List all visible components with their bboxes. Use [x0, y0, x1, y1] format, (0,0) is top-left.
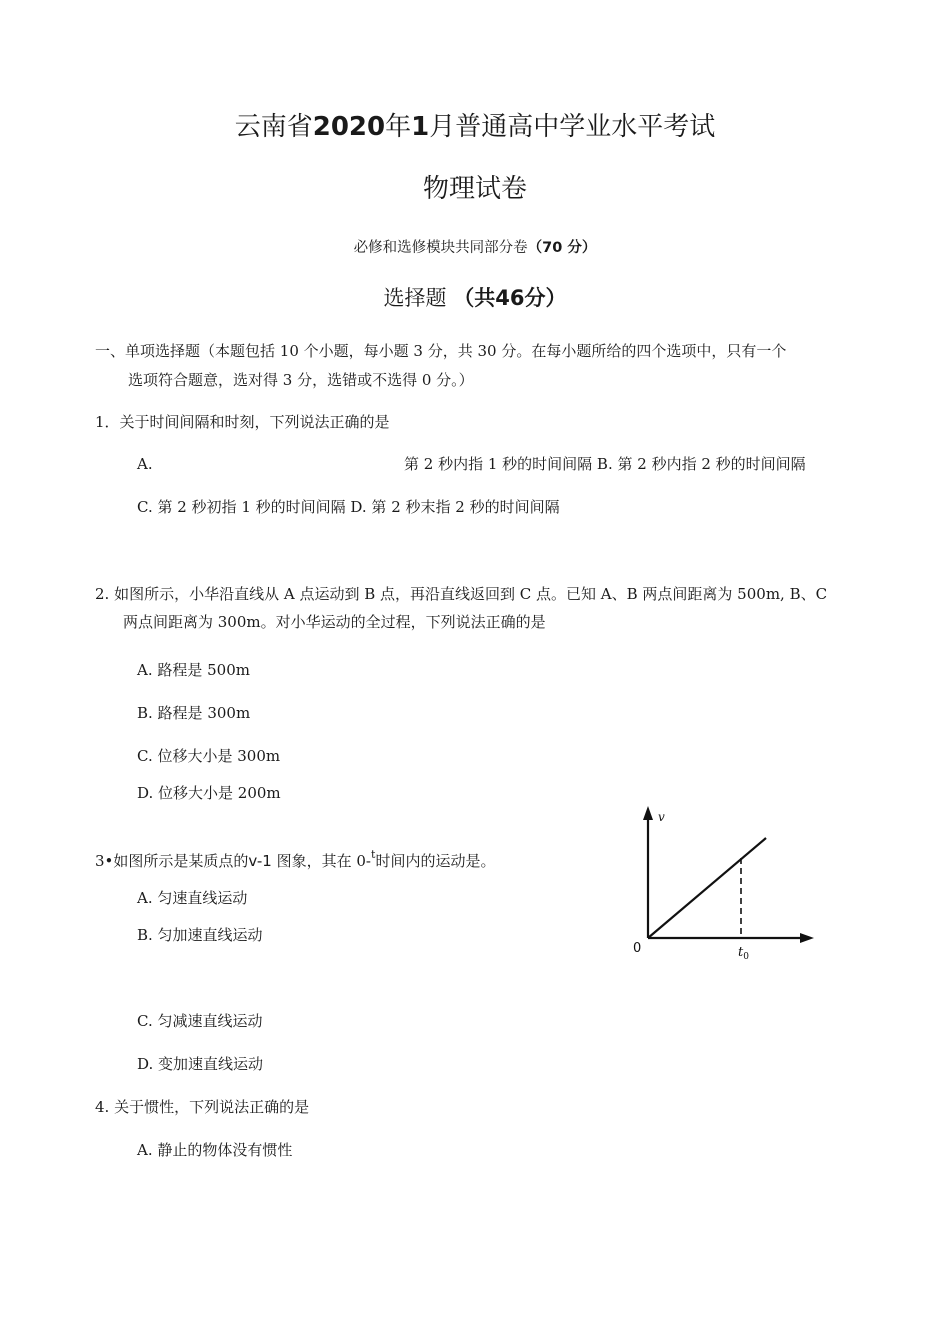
- question-4-option: A. 静止的物体没有惯性: [137, 1141, 293, 1159]
- t-axis-arrow: [800, 933, 814, 943]
- instructions-line-1: 一、单项选择题（本题包括 10 个小题，每小题 3 分，共 30 分。在每小题所给的四个选项中，只有一个: [95, 342, 787, 360]
- question-1-options-ab: 第 2 秒内指 1 秒的时间间隔 B. 第 2 秒内指 2 秒的时间间隔: [404, 455, 806, 473]
- origin-label: 0: [633, 941, 642, 956]
- v-axis-arrow: [643, 806, 653, 820]
- section-label: 必修和选修模块共同部分卷（70 分）: [353, 240, 597, 256]
- question-1-option-a-label: A.: [137, 455, 153, 473]
- question-2-option: B. 路程是 300m: [137, 704, 251, 722]
- question-1-options-cd: C. 第 2 秒初指 1 秒的时间间隔 D. 第 2 秒末指 2 秒的时间间隔: [137, 498, 560, 516]
- vt-graph-figure: [620, 800, 830, 970]
- question-3-option: A. 匀速直线运动: [137, 889, 248, 907]
- question-3-option: D. 变加速直线运动: [137, 1055, 264, 1073]
- instructions-line-2: 选项符合题意，选对得 3 分，选错或不选得 0 分。）: [128, 371, 474, 389]
- question-2-option: D. 位移大小是 200m: [137, 784, 281, 802]
- exam-title: 云南省2020年1月普通高中学业水平考试: [234, 112, 716, 142]
- question-2-option: A. 路程是 500m: [137, 661, 250, 679]
- v-axis-label: v: [658, 810, 665, 824]
- question-2-stem-line-2: 两点间距离为 300m。对小华运动的全过程，下列说法正确的是: [123, 613, 546, 631]
- question-2-option: C. 位移大小是 300m: [137, 747, 281, 765]
- velocity-line: [648, 838, 766, 938]
- question-2-stem-line-1: 2. 如图所示，小华沿直线从 A 点运动到 B 点，再沿直线返回到 C 点。已知 A、B 两点间距离为 500m, B、C: [95, 585, 828, 603]
- question-3-option: C. 匀减速直线运动: [137, 1012, 263, 1030]
- t0-label: $t_0$: [738, 945, 749, 962]
- question-1-stem: 1．关于时间间隔和时刻，下列说法正确的是: [95, 413, 390, 431]
- question-3-stem: 3•如图所示是某质点的v-1 图象，其在 0-$^t$时间内的运动是。: [95, 848, 496, 870]
- question-4-stem: 4. 关于惯性，下列说法正确的是: [95, 1098, 310, 1116]
- exam-subject: 物理试卷: [422, 174, 527, 204]
- choice-section-title: 选择题 （共46分）: [383, 286, 567, 310]
- question-3-option: B. 匀加速直线运动: [137, 926, 263, 944]
